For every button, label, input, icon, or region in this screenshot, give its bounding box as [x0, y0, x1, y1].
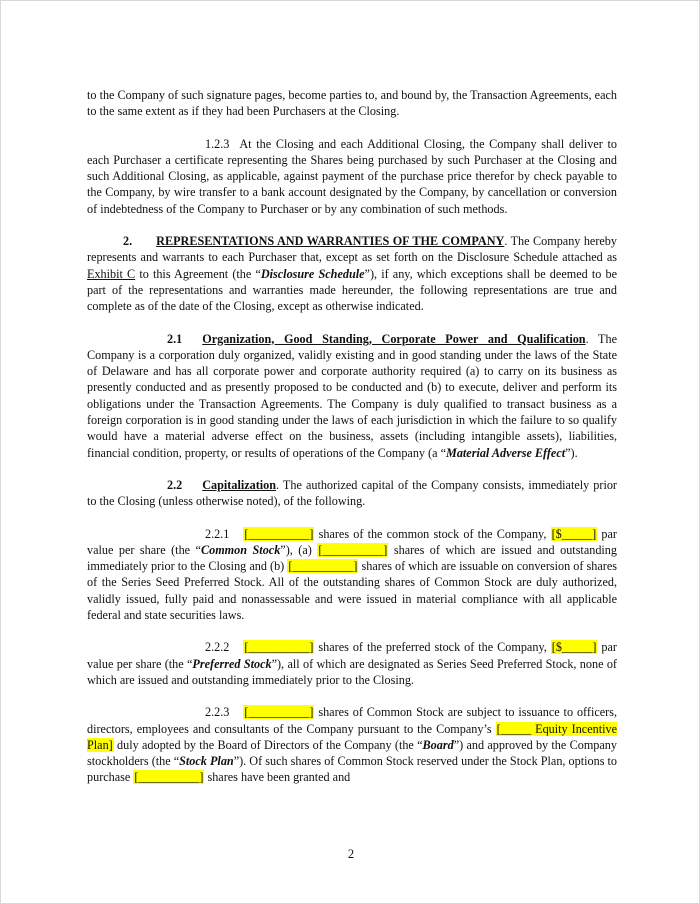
highlighted-blank: [$_____] — [551, 640, 597, 655]
section-number: 2.2 — [167, 477, 183, 492]
defined-term: Common Stock — [200, 542, 281, 557]
highlighted-blank: [_____ Equity Incentive Plan] — [87, 721, 617, 752]
exhibit-reference: Exhibit C — [87, 266, 136, 281]
highlighted-blank: [__________] — [134, 770, 204, 785]
section-2-2-1: 2.2.1 [__________] shares of the common stock of the Company, [$_____] par value per share (the “Common Stock”), (a) [__________] shares of which are issued and outstanding immediately prior to the Closing and (b) [__________] shares of which are issuable on conversion of shares of the Series Seed Preferred Stock. All of the outstanding shares of Common Stock are duly authorized, validly issued, fully paid and nonassessable and were issued in material compliance with all applicable federal and state securities laws. — [87, 526, 617, 623]
section-number: 2.2.2 — [205, 640, 230, 655]
defined-term: Disclosure Schedule — [260, 266, 365, 281]
section-2-2-2: 2.2.2 [__________] shares of the preferred stock of the Company, [$_____] par value per share (the “Preferred Stock”), all of which are designated as Series Seed Preferred Stock, none of which are issued and outstanding immediately prior to the Closing. — [87, 640, 617, 687]
section-2-2-3: 2.2.3 [__________] shares of Common Stock are subject to issuance to officers, directors, employees and consultants of the Company pursuant to the Company’s [_____ Equity Incentive Plan] duly adopted by the Board of Directors of the Company (the “Board”) and approved by the Company stockholders (the “Stock Plan”). Of such shares of Common Stock reserved under the Stock Plan, options to purchase [__________] shares have been granted and — [87, 705, 618, 785]
paragraph-continuation: to the Company of such signature pages, become parties to, and bound by, the Transaction Agreements, each to the same extent as if they had been Purchasers at the Closing. — [87, 88, 617, 119]
defined-term: Material Adverse Effect — [445, 445, 566, 460]
highlighted-blank: [__________] — [244, 640, 314, 655]
section-number: 2.1 — [167, 331, 183, 346]
page-number: 2 — [347, 847, 355, 861]
highlighted-blank: [__________] — [288, 559, 358, 574]
section-heading: Organization, Good Standing, Corporate Power and Qualification — [202, 331, 586, 346]
section-number: 1.2.3 — [205, 136, 230, 151]
document-body — [87, 87, 617, 802]
section-heading: REPRESENTATIONS AND WARRANTIES OF THE COMPANY — [156, 234, 505, 249]
section-heading: Capitalization — [202, 477, 277, 492]
paragraph-1-2-3: 1.2.3 At the Closing and each Additional Closing, the Company shall deliver to each Purchaser a certificate representing the Shares being purchased by such Purchaser at the Closing and such Additional Closing, as applicable, against payment of the purchase price therefor by check payable to the Company, by wire transfer to a bank account designated by the Company, by cancellation or conversion of indebtedness of the Company to Purchaser or by any combination of such methods. — [87, 136, 617, 216]
section-2-1: 2.1 Organization, Good Standing, Corporate Power and Qualification. The Company is a corporation duly organized, validly existing and in good standing under the laws of the State of Delaware and has all corporate power and corporate authority required (a) to carry on its business as presently conducted and as presently proposed to be conducted and (b) to execute, deliver and perform its obligations under the Transaction Agreements. The Company is duly qualified to transact business as a foreign corporation is in good standing under the laws of each jurisdiction in which the failure to so qualify would have a material adverse effect on the business, assets (including intangible assets), liabilities, financial condition, property, or results of operations of the Company (a “Material Adverse Effect”). — [87, 331, 617, 460]
defined-term: Preferred Stock — [192, 656, 272, 671]
section-number: 2. — [123, 234, 133, 249]
section-2-2: 2.2 Capitalization. The authorized capital of the Company consists, immediately prior to the Closing (unless otherwise noted), of the following. — [87, 477, 617, 509]
defined-term: Stock Plan — [179, 754, 234, 769]
highlighted-blank: [$_____] — [551, 526, 597, 541]
section-number: 2.2.1 — [205, 526, 230, 541]
highlighted-blank: [__________] — [318, 542, 388, 557]
section-2: 2. REPRESENTATIONS AND WARRANTIES OF THE COMPANY. The Company hereby represents and warrants to each Purchaser that, except as set forth on the Disclosure Schedule attached as Exhibit C to this Agreement (the “Disclosure Schedule”), if any, which exceptions shall be deemed to be part of the representations and warranties made hereunder, the following representations are true and complete as of the date of the Closing, except as otherwise indicated. — [87, 234, 617, 314]
highlighted-blank: [__________] — [244, 705, 314, 720]
defined-term: Board — [422, 737, 454, 752]
highlighted-blank: [__________] — [244, 526, 314, 541]
section-number: 2.2.3 — [205, 705, 230, 720]
